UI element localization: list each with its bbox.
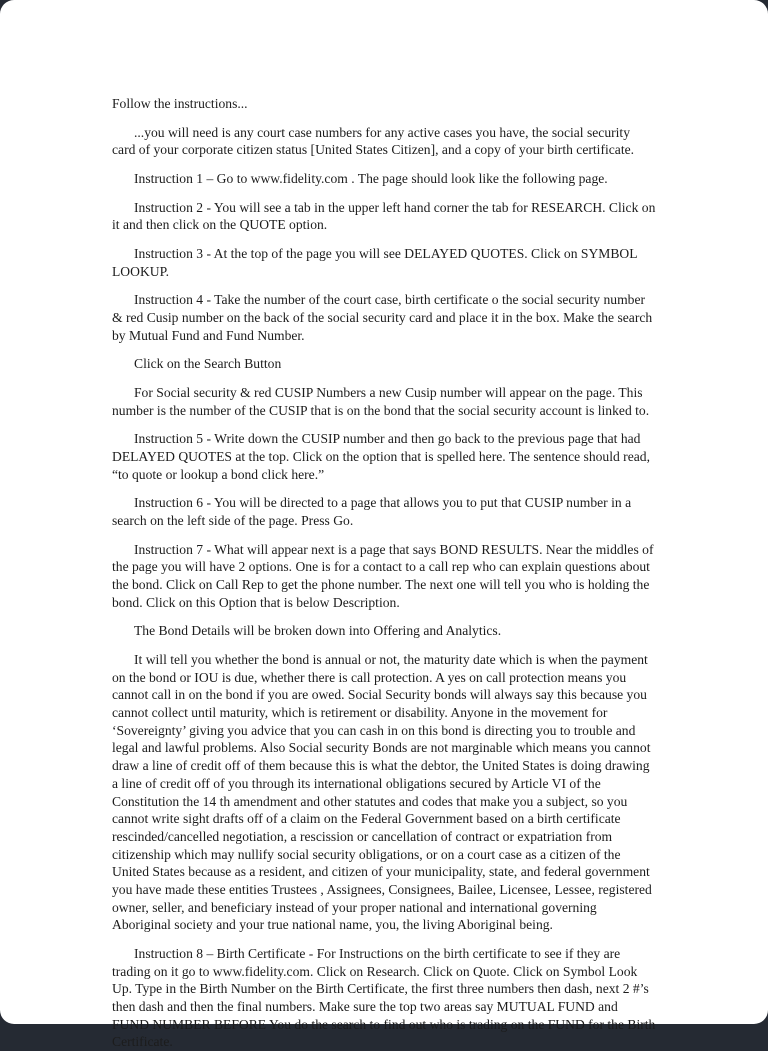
paragraph-bond-explanation: It will tell you whether the bond is annual or not, the maturity date which is when the payment on the bond or IOU is due, whether there is call protection. A yes on call protection means you cannot call in on the bond if you are owed. Social Security bonds will always say this because you cannot collect until maturity, which is retirement or disability. Anyone in the movement for ‘Sovereignty’ giving you advice that you can cash in on this bond is directing you to trouble and legal and lawful problems. Also Social security Bonds are not marginable which means you cannot draw a line of credit off of them because this is what the debtor, the United States is doing drawing a line of credit off of you through its international obligations secured by Article VI of the Constitution the 14 th amendment and other statutes and codes that make you a subject, so you cannot write sight drafts off of a claim on the Federal Government based on a birth certificate rescinded/cancelled negotiation, a rescission or cancellation of contract or expatriation from citizenship which may nullify social security obligations, or on a court case as a citizen of the United States because as a resident, and citizen of your municipality, state, and federal government you have made these entities Trustees , Assignees, Consignees, Bailee, Licensee, Lessee, registered owner, seller, and beneficiary instead of your proper national and international governing Aboriginal society and your true national name, you, the living Aboriginal being. xyxy=(112,652,652,933)
paragraph-instruction-7: Instruction 7 - What will appear next is a page that says BOND RESULTS. Near the middles of the page you will have 2 options. One is for a contact to a call rep who can explain questions about the bond. Click on Call Rep to get the phone number. The next one will tell you who is holding the bond. Click on this Option that is below Description. xyxy=(112,541,654,610)
paragraph-instruction-2: Instruction 2 - You will see a tab in the upper left hand corner the tab for RESEARCH. Click on it and then click on the QUOTE option. xyxy=(112,199,656,233)
paragraph-title: Follow the instructions... xyxy=(112,96,248,111)
paragraph-instruction-5: Instruction 5 - Write down the CUSIP number and then go back to the previous page that had DELAYED QUOTES at the top. Click on the option that is spelled here. The sentence should read, “to quote or lookup a bond click here.” xyxy=(112,431,650,482)
paragraph-instruction-1: Instruction 1 – Go to www.fidelity.com . The page should look like the following page. xyxy=(134,171,608,187)
paragraph-instruction-6: Instruction 6 - You will be directed to a page that allows you to put that CUSIP number in a search on the left side of the page. Press Go. xyxy=(112,495,632,529)
document-body xyxy=(112,95,656,1051)
paragraph-bond-details: The Bond Details will be broken down into Offering and Analytics. xyxy=(134,623,502,639)
paragraph-search-button: Click on the Search Button xyxy=(134,356,282,372)
paragraph-instruction-3: Instruction 3 - At the top of the page you will see DELAYED QUOTES. Click on SYMBOL LOOKUP. xyxy=(112,246,638,279)
paragraph-cusip-note: For Social security & red CUSIP Numbers a new Cusip number will appear on the page. This number is the number of the CUSIP that is on the bond that the social security account is linked to. xyxy=(112,385,650,418)
paragraph-intro: ...you will need is any court case numbers for any active cases you have, the social security card of your corporate citizen status [United States Citizen], and a copy of your birth certificate. xyxy=(112,124,635,158)
paragraph-instruction-8: Instruction 8 – Birth Certificate - For Instructions on the birth certificate to see if they are trading on it go to www.fidelity.com. Click on Research. Click on Quote. Click on Symbol Look Up. Type in the Birth Number on the Birth Certificate, the first three numbers then dash, next 2 #’s then dash and then the final numbers. Make sure the top two areas say MUTUAL FUND and FUND NUMBER BEFORE You do the search to find out who is trading on the FUND for the Birth Certificate. xyxy=(112,945,656,1050)
paragraph-instruction-4: Instruction 4 - Take the number of the court case, birth certificate o the social security number & red Cusip number on the back of the social security card and place it in the box. Make the search by Mutual Fund and Fund Number. xyxy=(112,292,653,343)
